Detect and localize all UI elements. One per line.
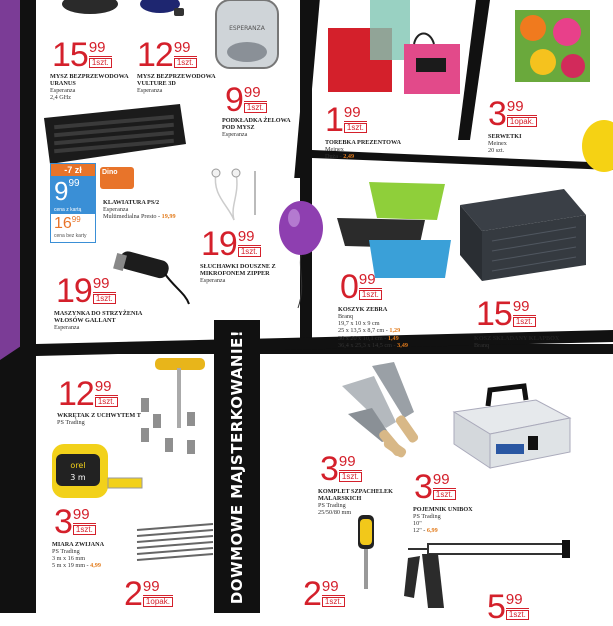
price-torebka (325, 103, 367, 137)
t-handle-screwdriver-image (135, 358, 215, 468)
toolbox-image (450, 382, 575, 472)
keyboard-image (40, 98, 190, 168)
price-mysz-vulture (137, 38, 197, 72)
products-mysz-uranus-whole: 15 (52, 36, 88, 74)
putty-knives-image (338, 362, 438, 462)
products-miara-name: MIARA ZWIJANA (52, 541, 105, 548)
products-pojemnik-cents: 99 (433, 472, 456, 489)
products-mysz-uranus-cents: 99 (89, 40, 112, 57)
label-klawiatura (103, 199, 213, 220)
products-maszynka-whole: 19 (56, 272, 92, 310)
folding-box-image (452, 185, 592, 285)
mouse-pad-image (212, 0, 282, 72)
products-maszynka-cents: 99 (93, 276, 116, 293)
products-miara-unit: 1szt. (73, 525, 96, 535)
products-mysz-uranus-extra: 2,4 GHz (50, 94, 71, 102)
products-sluchawki-unit: 1szt. (238, 247, 261, 257)
products-koszyk-lines-1-price: 1,29 (389, 327, 401, 335)
old-caption: cena bez karty (54, 233, 87, 239)
products-kosz-unit: 1szt. (513, 317, 536, 327)
koszyk-size-2 (338, 327, 458, 334)
products-szpachelki-name: KOMPLET SZPACHELEK MALARSKICH (318, 488, 393, 503)
label-koszyk (338, 306, 458, 349)
products-wkretak-brand: PS Trading (57, 419, 85, 427)
products-pojemnik-unit: 1szt. (433, 490, 456, 500)
purple-balloon (276, 200, 326, 310)
products-miara-extra: 3 m x 16 mm (52, 555, 86, 563)
products-koszyk-lines-0-text: 19,7 x 10 x 9 cm (338, 320, 380, 328)
tape-brand: orel (70, 461, 86, 470)
products-wkretak-unit: 1szt. (95, 397, 118, 407)
products-srubokret-unit: 1szt. (322, 597, 345, 607)
label-serwetki (488, 133, 558, 154)
price-maszynka (56, 274, 116, 308)
products-koszyk-unit: 1szt. (359, 290, 382, 300)
products-kosz-name: KOSZ SKŁADANY KLAPBOX (474, 335, 560, 342)
products-mysz-vulture-cents: 99 (174, 40, 197, 57)
hair-clipper-image (115, 248, 195, 308)
price-podkladka (225, 83, 267, 117)
card-caption: cena z kartą (54, 207, 82, 213)
price-mysz-uranus (52, 38, 112, 72)
products-serwetki-extra: 20 szt. (488, 147, 505, 155)
products-podkladka-cents: 99 (244, 85, 267, 102)
keyboard-price-card (50, 163, 96, 243)
card-price-cents: 99 (68, 178, 80, 189)
price-wkretak (58, 377, 118, 411)
price-koszyk (340, 270, 382, 304)
products-srubokret-whole: 2 (303, 575, 321, 613)
price-miara (54, 505, 96, 539)
mouse-image-2 (140, 0, 190, 20)
products-koszyk-lines-1-text: 25 x 13,5 x 8,7 cm - (338, 327, 388, 335)
earphones-image (200, 165, 270, 225)
products-koszyk-cents: 99 (359, 272, 382, 289)
products-sluchawki-brand: Esperanza (200, 277, 226, 285)
products-mysz-uranus-brand: Esperanza (50, 87, 76, 95)
products-wiertla-cents: 99 (143, 579, 173, 596)
label-torebka (325, 139, 425, 160)
discount-badge: -7 zł (51, 164, 95, 176)
products-mysz-vulture-unit: 1szt. (174, 58, 197, 68)
koszyk-size-4 (338, 342, 458, 349)
label-kosz (474, 335, 584, 349)
old-price-cents: 99 (71, 215, 81, 224)
old-price-block (51, 214, 95, 240)
vertical-banner (214, 320, 260, 613)
yellow-balloon (580, 120, 613, 180)
label-podkladka (222, 117, 294, 138)
products-podkladka-name: PODKŁADKA ŻELOWA POD MYSZ (222, 117, 291, 132)
products-pojemnik-extra-price: 6,99 (426, 527, 438, 535)
products-miara-extra-label: 5 m x 19 mm - (52, 562, 89, 570)
products-miara-extra-price: 4,99 (90, 562, 101, 570)
products-serwetki-whole: 3 (488, 95, 506, 133)
products-torebka-extra-price: 2,49 (343, 153, 355, 161)
koszyk-size-1 (338, 320, 458, 327)
products-szpachelki-whole: 3 (320, 450, 338, 488)
products-kosz-brand: Branq (474, 342, 490, 350)
label-maszynka (54, 310, 144, 331)
koszyk-size-3 (338, 335, 458, 342)
products-mysz-vulture-whole: 12 (137, 36, 173, 74)
products-szpachelki-cents: 99 (339, 454, 362, 471)
products-mysz-vulture-brand: Esperanza (137, 87, 163, 95)
products-wkretak-name: WKRĘTAK Z UCHWYTEM T (57, 412, 141, 419)
price-wiertla (124, 577, 173, 611)
products-mysz-vulture-name: MYSZ BEZPRZEWODOWA VULTURE 3D (137, 73, 216, 88)
products-wkretak-cents: 99 (95, 379, 118, 396)
price-kosz (476, 297, 536, 331)
products-kosz-whole: 15 (476, 295, 512, 333)
card-price-block (51, 176, 95, 214)
drill-bits-image (133, 522, 218, 562)
products-pojemnik-whole: 3 (414, 468, 432, 506)
products-koszyk-lines-2-price: 1,49 (387, 334, 399, 342)
products-podkladka-unit: 1szt. (244, 103, 267, 113)
mouse-image (60, 0, 120, 18)
products-klawiatura-extra-label: Multimedialna Presto - (103, 213, 161, 221)
products-sluchawki-cents: 99 (238, 229, 261, 246)
dino-card-text: Dino (102, 169, 118, 176)
products-pojemnik-brand: PS Trading (413, 513, 441, 521)
banner-text: DOWMOWE MAJSTERKOWANIE! (228, 329, 246, 604)
products-wyciskacz-cents: 99 (506, 592, 529, 609)
products-klawiatura-brand: Esperanza (103, 206, 129, 214)
tape-size: 3 m (70, 473, 86, 482)
napkins-image (515, 10, 590, 82)
products-maszynka-brand: Esperanza (54, 324, 80, 332)
products-wiertla-unit: 1opak. (143, 597, 173, 607)
products-serwetki-name: SERWETKI (488, 133, 522, 140)
products-torebka-unit: 1szt. (344, 123, 367, 133)
products-sluchawki-name: SŁUCHAWKI DOUSZNE Z MIKROFONEM ZIPPER (200, 263, 276, 278)
products-pojemnik-extra-label: 12" - (413, 527, 426, 535)
products-miara-brand: PS Trading (52, 548, 80, 556)
gift-bags-image (322, 0, 472, 100)
label-pojemnik (413, 506, 503, 535)
label-miara (52, 541, 142, 570)
products-koszyk-lines-2-text: 30 x 20 x 10,1 cm - (338, 334, 387, 342)
products-klawiatura-name: KLAWIATURA PS/2 (103, 199, 160, 206)
products-mysz-uranus-name: MYSZ BEZPRZEWODOWA URANUS (50, 73, 129, 88)
dino-card (100, 167, 134, 189)
price-sluchawki (201, 227, 261, 261)
products-wiertla-whole: 2 (124, 575, 142, 613)
price-pojemnik (414, 470, 456, 504)
products-wyciskacz-whole: 5 (487, 588, 505, 626)
price-szpachelki (320, 452, 362, 486)
products-maszynka-unit: 1szt. (93, 294, 116, 304)
products-podkladka-brand: Esperanza (222, 131, 248, 139)
products-kosz-cents: 99 (513, 299, 536, 316)
products-srubokret-cents: 99 (322, 579, 345, 596)
products-miara-whole: 3 (54, 503, 72, 541)
products-klawiatura-extra-price: 19,99 (161, 213, 176, 221)
products-wyciskacz-unit: 1szt. (506, 610, 529, 620)
card-price-whole: 9 (54, 176, 69, 206)
old-price-whole: 16 (54, 215, 72, 232)
products-koszyk-whole: 0 (340, 268, 358, 306)
products-torebka-cents: 99 (344, 105, 367, 122)
products-podkladka-whole: 9 (225, 81, 243, 119)
label-szpachelki (318, 488, 403, 517)
products-wkretak-whole: 12 (58, 375, 94, 413)
products-szpachelki-unit: 1szt. (339, 472, 362, 482)
products-torebka-brand: Meinex (325, 146, 344, 154)
products-serwetki-brand: Meinex (488, 140, 507, 148)
products-pojemnik-name: POJEMNIK UNIBOX (413, 506, 473, 513)
products-koszyk-name: KOSZYK ZEBRA (338, 306, 388, 313)
products-koszyk-lines-3-price: 3,49 (397, 341, 408, 349)
products-torebka-extra-label: Duża - (325, 153, 342, 161)
price-srubokret (303, 577, 345, 611)
products-miara-cents: 99 (73, 507, 96, 524)
price-wyciskacz (487, 590, 529, 624)
mouse-pad-brand: ESPERANZA (229, 25, 265, 32)
products-torebka-name: TOREBKA PREZENTOWA (325, 139, 401, 146)
label-wkretak (57, 412, 147, 426)
products-mysz-uranus-unit: 1szt. (89, 58, 112, 68)
price-serwetki (488, 97, 537, 131)
products-szpachelki-brand: PS Trading (318, 502, 346, 510)
products-torebka-whole: 1 (325, 101, 343, 139)
label-mysz-vulture (137, 73, 217, 94)
screwdriver-image (354, 515, 378, 590)
products-szpachelki-extra: 25/50/80 mm (318, 509, 352, 517)
products-sluchawki-whole: 19 (201, 225, 237, 263)
products-serwetki-cents: 99 (507, 99, 537, 116)
products-serwetki-unit: 1opak. (507, 117, 537, 127)
products-pojemnik-extra: 10" (413, 520, 422, 528)
tape-measure-image (50, 440, 145, 502)
products-koszyk-lines-3-text: 36,4 x 25,3 x 14,5 cm - (338, 341, 396, 349)
products-maszynka-name: MASZYNKA DO STRZYŻENIA WŁOSÓW GALLANT (54, 310, 143, 325)
products-koszyk-brand: Branq (338, 313, 354, 321)
